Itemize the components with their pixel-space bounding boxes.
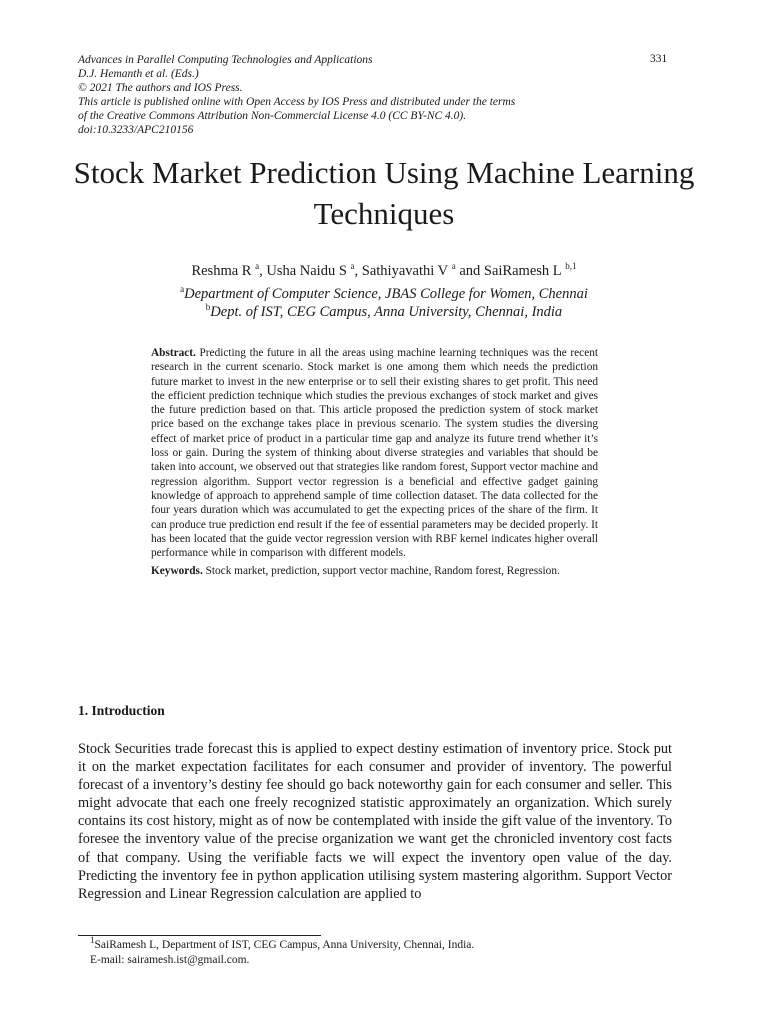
abstract-text: Predicting the future in all the areas using machine learning techniques was the recent research in the current scenario. Stock market is one among them which needs the prediction future market to invest in the new enterprise or to sell their existing shares to get profit. This need the efficient prediction technique which studies the previous exchanges of stock market and gives the future prediction based on that. This article proposed the prediction system of stock market price based on the exchange takes place in previous scenario. The system studies the diversing effect of market price of product in a particular time gap and analyze its future trend whether it’s loss or gain. During the system of thinking about diverse strategies and variables that should be taken into account, we observed out that strategies like random forest, Support vector machine and regression algorithm. Support vector regression is a beneficial and effective gadget gaining knowledge of approach to apprehend sample of time collection dataset. The data collected for the four years duration which was accumulated to get the expecting prices of the share of the firm. It can produce true prediction end result if the fee of essential parameters may be decided properly. It has been located that the guide vector regression version with RBF kernel indicates higher overall performance while in comparison with different models.	[151, 347, 598, 560]
introduction-text: Stock Securities trade forecast this is applied to expect destiny estimation of inventory price. Stock put it on the market expectation facilitates for each consumer and provider of inventory. The powerful forecast of a inventory’s destiny fee should go back noteworthy gain for each consumer and seller. This might advocate that each one freely recognized statistic approximately an organization. Which surely contains its cost history, might as of now be contemplated with inside the gift value of the inventory. To foresee the inventory value of the precise organization we want get the chronicled inventory cost facts of that company. Using the verifiable facts we will expect the inventory open value of the day. Predicting the inventory fee in python application utilising system mastering algorithm. Support Vector Regression and Linear Regression calculation are applied to	[78, 741, 672, 902]
author-affil-mark: a	[255, 261, 260, 272]
author-name: Reshma R	[191, 263, 252, 279]
page-number: 331	[650, 53, 668, 65]
author-name: Sathiyavathi V	[361, 263, 449, 279]
affiliation-text: Dept. of IST, CEG Campus, Anna University, Chennai, India	[210, 304, 563, 320]
affiliation-mark: a	[180, 284, 185, 295]
keywords-paragraph	[151, 564, 598, 578]
author-name: SaiRamesh L	[483, 263, 562, 279]
author-separator: and	[455, 263, 484, 279]
abstract-paragraph	[151, 346, 598, 560]
author-separator: ,	[259, 263, 267, 279]
affiliation-mark: b	[205, 302, 211, 313]
keywords-text: Stock market, prediction, support vector machine, Random forest, Regression.	[205, 565, 560, 578]
footnote-line-1: SaiRamesh L, Department of IST, CEG Campus, Anna University, Chennai, India.	[94, 939, 475, 951]
author-affil-mark: b,1	[565, 261, 577, 272]
author-affil-mark: a	[451, 261, 456, 272]
footnote-mark: 1	[90, 935, 95, 946]
footnote-divider	[78, 935, 321, 936]
author-affil-mark: a	[350, 261, 355, 272]
author-list	[40, 262, 728, 280]
author-separator: ,	[354, 263, 362, 279]
affiliation-b	[40, 303, 728, 321]
footnote	[90, 935, 670, 968]
license-line-1: This article is published online with Open Access by IOS Press and distributed under the terms	[78, 96, 516, 108]
footnote-line-2: E-mail: sairamesh.ist@gmail.com.	[90, 954, 250, 966]
affiliation-text: Department of Computer Science, JBAS College for Women, Chennai	[184, 286, 588, 302]
copyright: © 2021 The authors and IOS Press.	[78, 82, 243, 94]
running-header	[78, 53, 678, 137]
license-line-2: of the Creative Commons Attribution Non-Commercial License 4.0 (CC BY-NC 4.0).	[78, 110, 467, 122]
paper-title: Stock Market Prediction Using Machine Learning Techniques	[73, 155, 695, 231]
journal-name: Advances in Parallel Computing Technologies and Applications	[78, 54, 373, 66]
abstract-label: Abstract.	[151, 347, 196, 359]
keywords-label: Keywords.	[151, 565, 203, 578]
editors: D.J. Hemanth et al. (Eds.)	[78, 68, 199, 80]
section-heading: 1. Introduction	[78, 703, 165, 718]
abstract	[151, 346, 598, 583]
author-name: Usha Naidu S	[266, 263, 347, 279]
affiliation-a	[40, 285, 728, 303]
doi: doi:10.3233/APC210156	[78, 124, 194, 136]
